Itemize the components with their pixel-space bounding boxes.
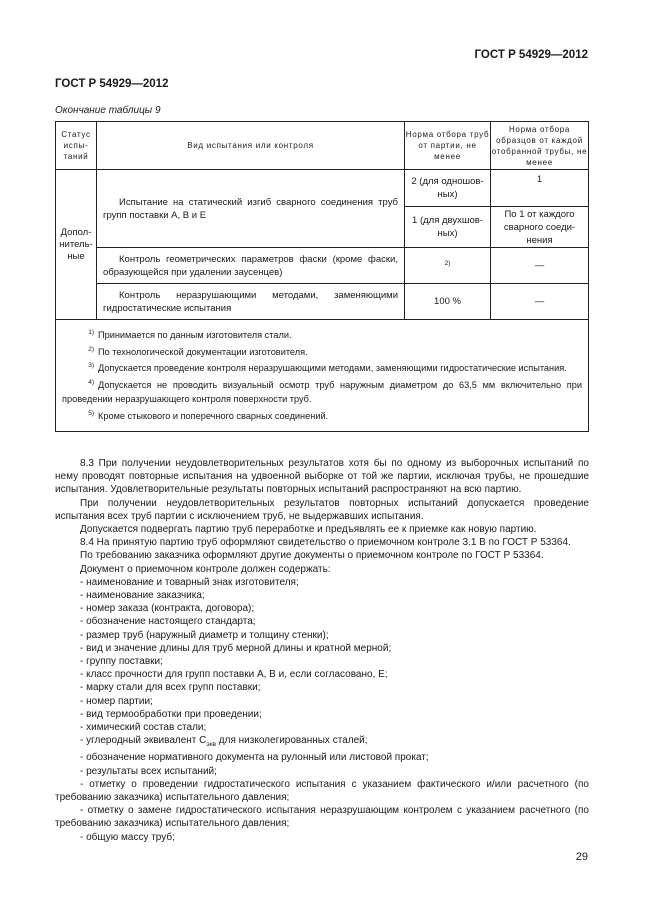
list-item: - отметку о проведении гидростатического испытания с указанием фактического и/или расчетного (по требованию заказчика) испытательного давления;: [55, 778, 589, 804]
norm-cell: 100 %: [405, 284, 491, 320]
sample-cell: По 1 от каждого сварного соеди-нения: [491, 207, 589, 248]
col-header-status: Статус испы-таний: [56, 122, 97, 170]
paragraph: При получении неудовлетворительных результатов повторных испытаний допускается проведение испытания всех труб партии с исключением труб, не выдержавших испытания.: [55, 497, 589, 522]
paragraph: Документ о приемочном контроле должен содержать:: [80, 563, 331, 575]
notes-cell: [56, 320, 589, 432]
list-item: - наименование и товарный знак изготовителя;: [80, 576, 299, 588]
kind-cell: Испытание на статический изгиб сварного соединения труб групп поставки А, В и Е: [97, 170, 405, 248]
list-item: - марку стали для всех групп поставки;: [80, 682, 261, 694]
norm-cell: 2 (для одношов-ных): [405, 170, 491, 207]
page-number: 29: [575, 851, 588, 863]
list-item: - отметку о замене гидростатического испытания неразрушающим контролем с указанием расчетного (по требованию заказчика) испытательного давления;: [55, 805, 589, 830]
sample-cell: —: [491, 248, 589, 284]
list-item: - результаты всех испытаний;: [80, 765, 217, 777]
list-item: - номер партии;: [80, 695, 153, 707]
list-item: - химический состав стали;: [80, 722, 207, 734]
sample-cell: 1: [491, 170, 589, 207]
col-header-norm-pipes: Норма отбора труб от партии, не менее: [405, 122, 491, 170]
list-item: - вид и значение длины для труб мерной длины и кратной мерной;: [80, 642, 392, 654]
list-item: - обозначение настоящего стандарта;: [80, 616, 256, 628]
list-item: - наименование заказчика;: [80, 590, 205, 602]
footnote: 2) По технологической документации изготовителя.: [88, 345, 308, 357]
footnote-ref: 2): [444, 260, 451, 268]
table-header-row: [56, 122, 589, 170]
table-row: [56, 170, 589, 207]
list-item: - вид термообработки при проведении;: [80, 708, 262, 720]
paragraph: Допускается подвергать партию труб переработке и предъявлять ее к приемке как новую партию.: [80, 524, 537, 536]
list-item: - номер заказа (контракта, договора);: [80, 603, 255, 615]
running-header-left: ГОСТ Р 54929—2012: [55, 78, 169, 90]
notes-row: [56, 320, 589, 432]
footnote: 3) Допускается проведение контроля неразрушающими методами, заменяющими гидростатические испытания.: [88, 362, 567, 374]
table-row: [56, 284, 589, 320]
norm-cell: [405, 248, 491, 284]
table-9: [55, 121, 589, 432]
status-cell: Допол-нитель-ные: [56, 170, 97, 320]
norm-cell: 1 (для двухшов-ных): [405, 207, 491, 248]
table-caption: Окончание таблицы 9: [55, 105, 161, 116]
list-item: - углеродный эквивалент $С_{экв}$ для низколегированных сталей;: [80, 735, 368, 749]
body-text: [55, 457, 589, 844]
paragraph: По требованию заказчика оформляют другие документы о приемочном контроле по ГОСТ Р 53364.: [80, 550, 544, 562]
running-header-right: ГОСТ Р 54929—2012: [474, 49, 588, 61]
footnote: 1) Принимается по данным изготовителя стали.: [88, 329, 292, 341]
sample-cell: —: [491, 284, 589, 320]
list-item: - обозначение нормативного документа на рулонный или листовой прокат;: [80, 752, 429, 764]
kind-cell: Контроль геометрических параметров фаски (кроме фаски, образующейся при удалении заусенцев): [97, 248, 405, 284]
col-header-norm-samples: Норма отбора образцов от каждой отобранной трубы, не менее: [491, 122, 589, 170]
col-header-kind: Вид испытания или контроля: [97, 122, 405, 170]
paragraph: 8.4 На принятую партию труб оформляют свидетельство о приемочном контроле 3.1 В по ГОСТ Р 53364.: [80, 537, 571, 549]
table-row: [56, 248, 589, 284]
kind-cell: Контроль неразрушающими методами, заменяющими гидростатические испытания: [97, 284, 405, 320]
list-item: - группу поставки;: [80, 656, 163, 668]
footnote: 5) Кроме стыкового и поперечного сварных соединений.: [88, 409, 329, 421]
list-item: - размер труб (наружный диаметр и толщину стенки);: [80, 629, 329, 641]
list-item: - класс прочности для групп поставки А, В и, если согласовано, Е;: [80, 669, 388, 681]
list-item: - общую массу труб;: [80, 831, 175, 843]
paragraph: 8.3 При получении неудовлетворительных результатов хотя бы по одному из выборочных испытаний по нему проводят повторные испытания на удвоенной выборке от той же партии, исключая трубы, не прошедшие испытания. Удовлетворительные результаты повторных испытаний распространяют на всю партию.: [55, 458, 589, 496]
footnote: 4) Допускается не проводить визуальный осмотр труб наружным диаметром до 63,5 мм включительно при проведении неразрушающего контроля поверхности труб.: [62, 378, 582, 405]
